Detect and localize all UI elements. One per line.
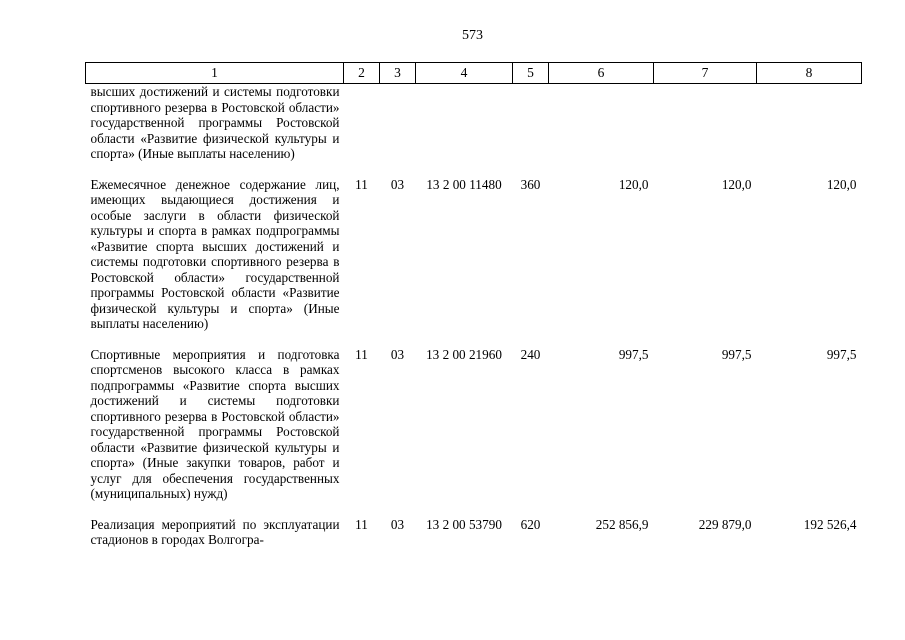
row-type: 240 — [520, 346, 541, 362]
row-section: 11 — [355, 176, 368, 192]
row-value-3: 120,0 — [826, 176, 857, 192]
col-header-1: 1 — [86, 63, 344, 84]
row-subsection: 03 — [390, 176, 405, 192]
row-section — [344, 84, 380, 171]
row-description: Реализация мероприятий по эксплуатации стадионов в городах Волгогра- — [90, 516, 340, 547]
table-row — [86, 511, 862, 557]
row-target: 13 2 00 21960 — [426, 346, 502, 362]
row-value-1: 997,5 — [618, 346, 649, 362]
row-value-3 — [757, 84, 862, 171]
budget-table — [85, 62, 862, 557]
row-subsection: 03 — [390, 346, 405, 362]
col-header-4: 4 — [416, 63, 513, 84]
row-value-2: 997,5 — [721, 346, 752, 362]
row-target: 13 2 00 53790 — [426, 516, 502, 532]
row-subsection — [380, 84, 416, 171]
row-value-3: 997,5 — [826, 346, 857, 362]
row-subsection: 03 — [390, 516, 405, 532]
row-description: Спортивные мероприятия и подготовка спортсменов высокого класса в рамках подпрограммы «Развитие спорта высших достижений и системы подготовки спортивного резерва в Ростовской области» государственной программы Ростовской области «Развитие физической культуры и спорта» (Иные закупки товаров, работ и услуг для обеспечения государственных (муниципальных) нужд) — [90, 346, 340, 501]
row-value-2: 120,0 — [721, 176, 752, 192]
table-row — [86, 171, 862, 341]
col-header-3: 3 — [380, 63, 416, 84]
row-value-2: 229 879,0 — [698, 516, 752, 532]
row-value-2 — [654, 84, 757, 171]
row-description: высших достижений и системы подготовки спортивного резерва в Ростовской области» государственной программы Ростовской области «Развитие физической культуры и спорта» (Иные выплаты населению) — [90, 84, 340, 161]
row-section: 11 — [355, 346, 368, 362]
col-header-2: 2 — [344, 63, 380, 84]
row-value-1 — [549, 84, 654, 171]
row-value-1: 120,0 — [618, 176, 649, 192]
row-target: 13 2 00 11480 — [426, 176, 502, 192]
row-section: 11 — [355, 516, 368, 532]
row-target — [416, 84, 513, 171]
table-row — [86, 84, 862, 171]
col-header-7: 7 — [654, 63, 757, 84]
col-header-5: 5 — [513, 63, 549, 84]
table-row — [86, 341, 862, 511]
col-header-6: 6 — [549, 63, 654, 84]
row-value-1: 252 856,9 — [595, 516, 649, 532]
row-description: Ежемесячное денежное содержание лиц, имеющих выдающиеся достижения и особые заслуги в области физической культуры и спорта в рамках подпрограммы «Развитие спорта высших достижений и системы подготовки спортивного резерва в Ростовской области» государственной программы Ростовской области «Развитие физической культуры и спорта» (Иные выплаты населению) — [90, 176, 340, 331]
row-type — [513, 84, 549, 171]
page-number: 573 — [462, 28, 483, 43]
row-value-3: 192 526,4 — [803, 516, 857, 532]
row-type: 620 — [520, 516, 541, 532]
col-header-8: 8 — [757, 63, 862, 84]
row-type: 360 — [520, 176, 541, 192]
header-row — [86, 63, 862, 84]
